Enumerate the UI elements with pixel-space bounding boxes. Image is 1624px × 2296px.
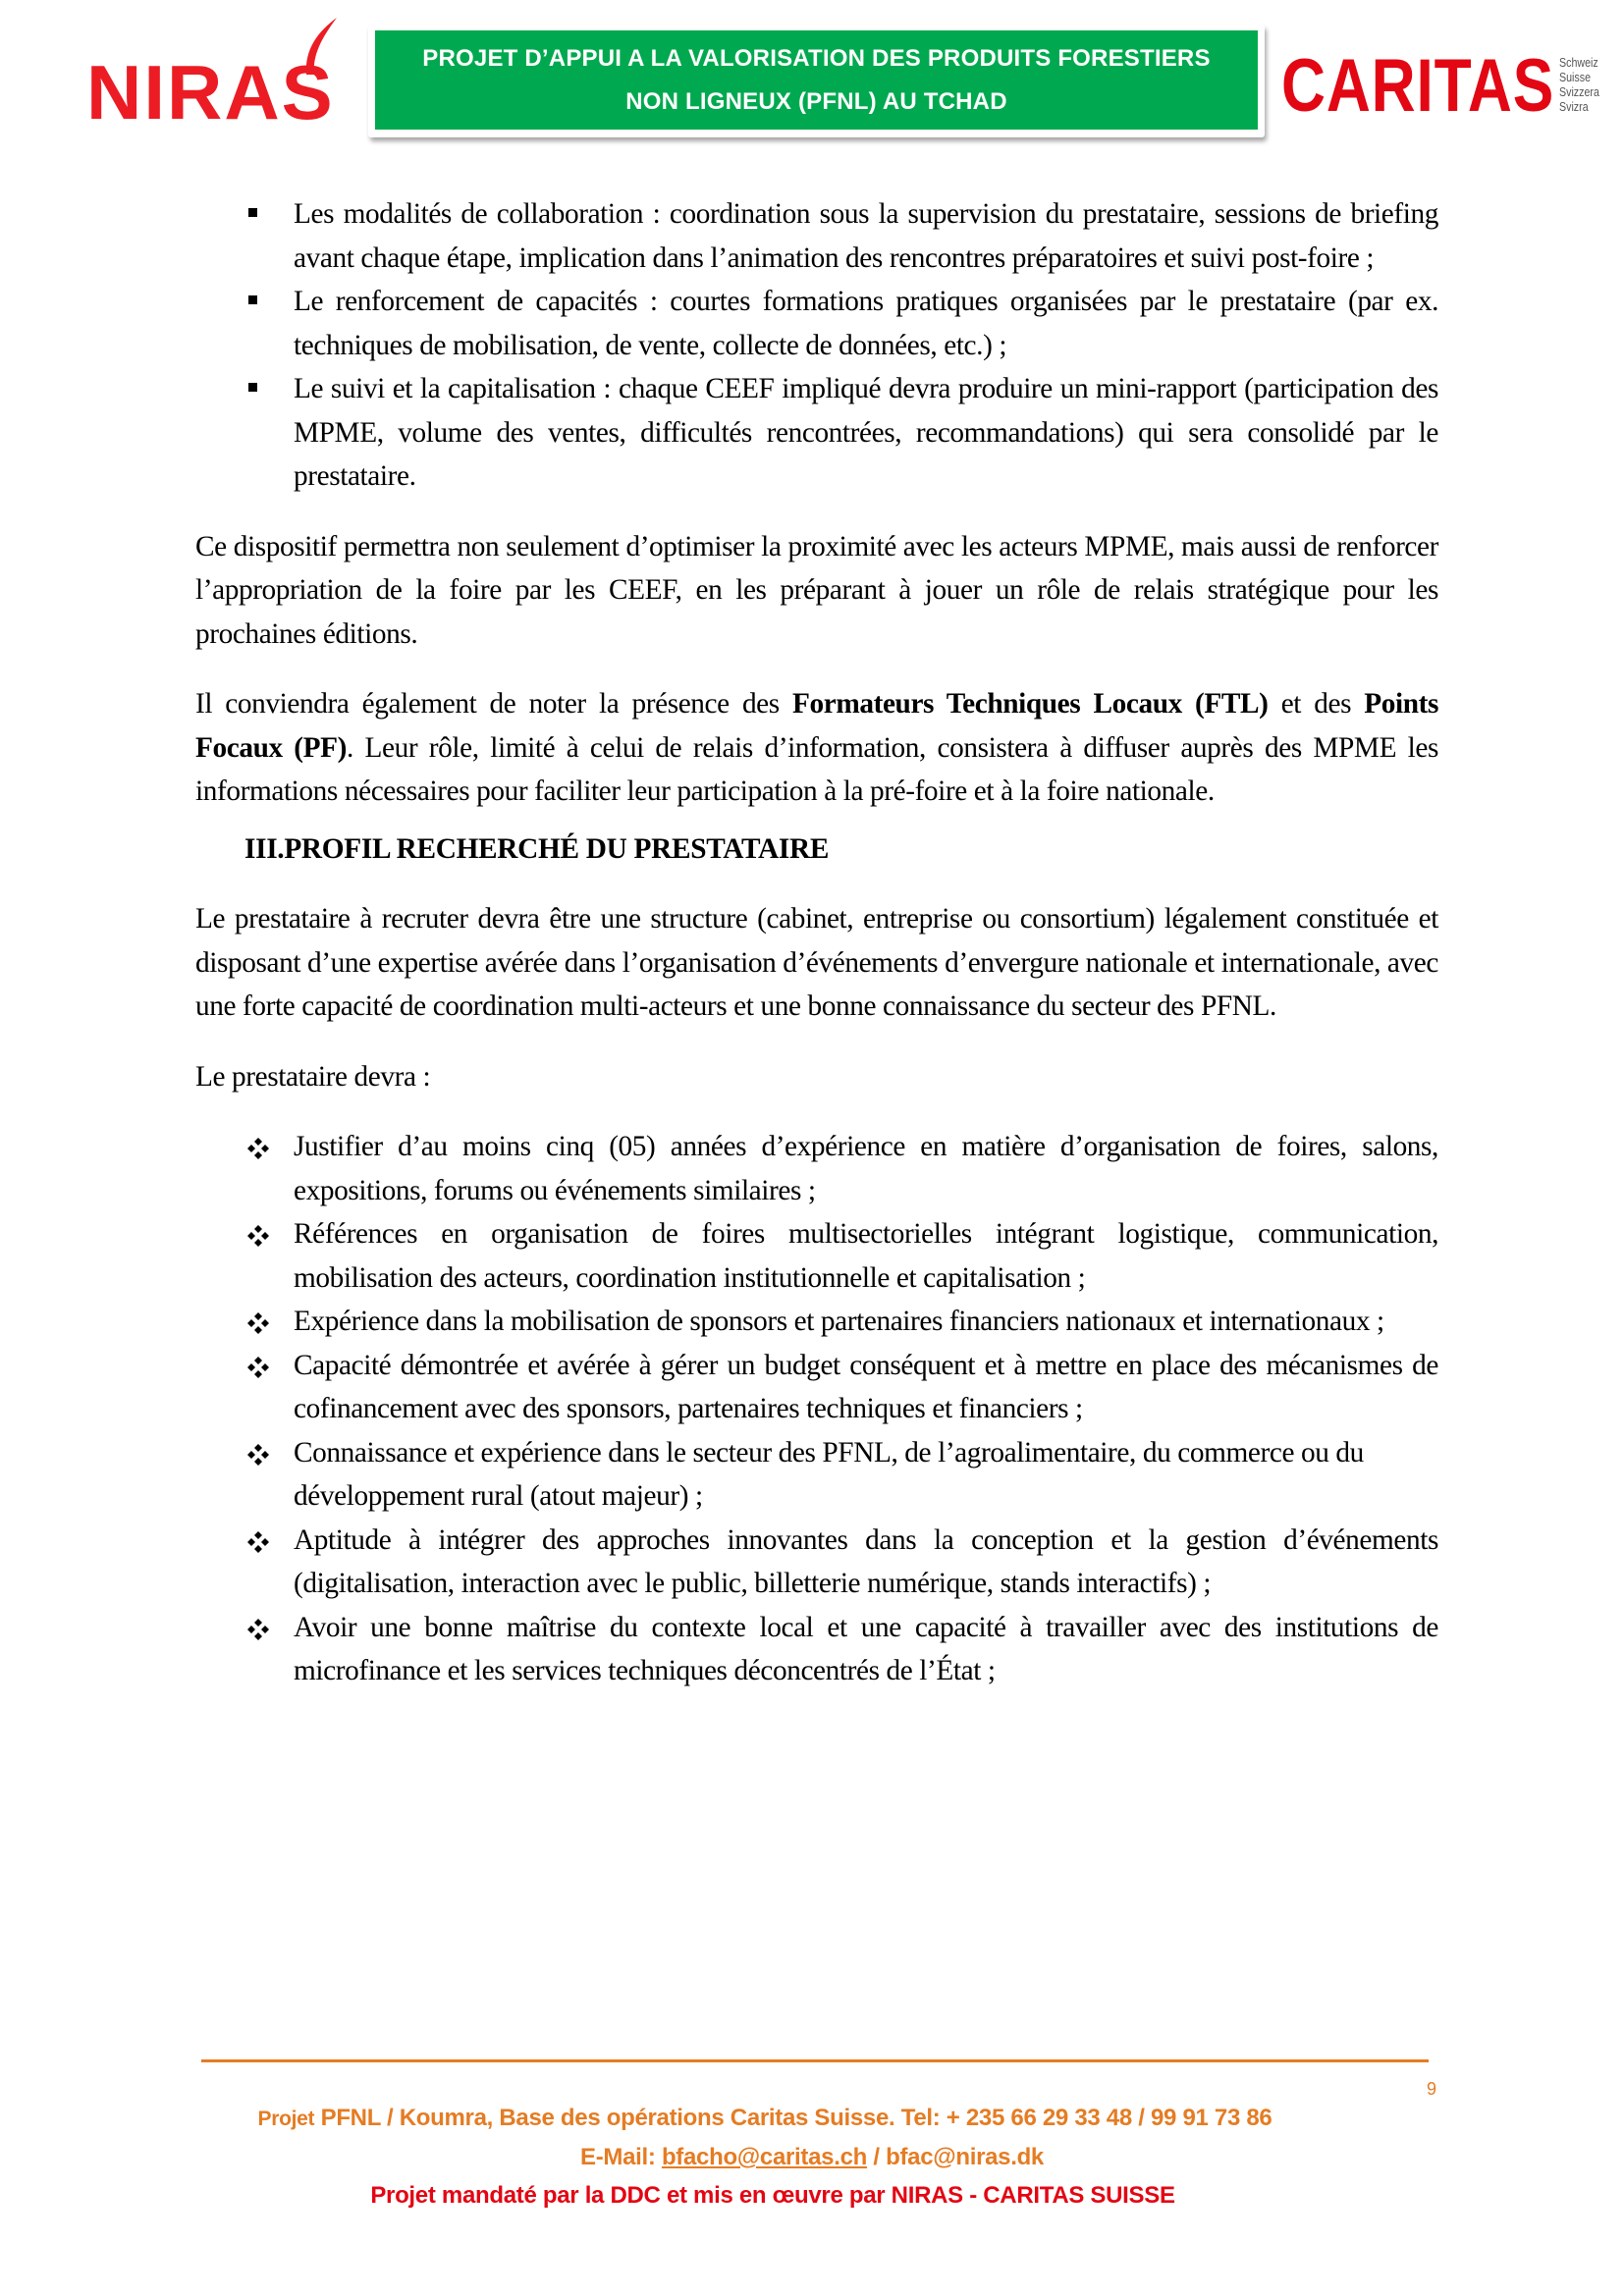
- footer-text: /: [866, 2144, 887, 2170]
- footer-email-line: [0, 2143, 1624, 2172]
- four-diamond-bullet-icon: [246, 1519, 266, 1562]
- square-bullet-icon: [246, 367, 266, 410]
- list-item: [195, 1212, 1438, 1300]
- project-title-line-2: NON LIGNEUX (PFNL) AU TCHAD: [625, 87, 1007, 115]
- section-heading: III.PROFIL RECHERCHÉ DU PRESTATAIRE: [244, 832, 830, 865]
- four-diamond-bullet-icon: [246, 1125, 266, 1168]
- footer-text: PFNL / Koumra, Base des opérations Caritas Suisse. Tel: + 235 66 29 33 48 / 99 91 73 86: [314, 2105, 1272, 2131]
- square-bullet-list: [195, 192, 1438, 499]
- list-item: [195, 1606, 1438, 1693]
- list-item-text: Capacité démontrée et avérée à gérer un budget conséquent et à mettre en place des mécanismes de cofinancement avec des sponsors, partenaires techniques et financiers ;: [294, 1349, 1438, 1424]
- list-item: [195, 367, 1438, 499]
- document-body: [195, 192, 1438, 1693]
- footer-text: Projet: [257, 2108, 315, 2130]
- caritas-language: Schweiz: [1559, 55, 1598, 70]
- caritas-languages: [1559, 55, 1599, 114]
- four-diamond-bullet-icon: [246, 1212, 266, 1255]
- four-diamond-bullet-icon: [246, 1344, 266, 1387]
- caritas-wordmark: CARITAS: [1281, 44, 1555, 128]
- list-item-text: Avoir une bonne maîtrise du contexte local et une capacité à travailler avec des institutions de microfinance et les services techniques déconcentrés de l’État ;: [294, 1611, 1438, 1686]
- paragraph-text: . Leur rôle, limité à celui de relais d’information, consistera à diffuser auprès des MPME les informations nécessaires pour faciliter leur participation à la pré-foire et à la foire nationale.: [195, 731, 1438, 807]
- project-title-line-1: PROJET D’APPUI A LA VALORISATION DES PRODUITS FORESTIERS: [422, 44, 1211, 72]
- bold-term-ftl: Formateurs Techniques Locaux (FTL): [791, 688, 1269, 720]
- paragraph-text: et des: [1268, 688, 1365, 720]
- paragraph-structure: Le prestataire à recruter devra être une structure (cabinet, entreprise ou consortium) légalement constituée et disposant d’une expertise avérée dans l’organisation d’événements d’envergure nationale et internationale, avec une forte capacité de coordination multi-acteurs et une bonne connaissance du secteur des PFNL.: [195, 903, 1438, 1022]
- list-item: [195, 280, 1438, 367]
- email-link-caritas[interactable]: bfacho@caritas.ch: [661, 2144, 867, 2170]
- list-item-text: Références en organisation de foires multisectorielles intégrant logistique, communication, mobilisation des acteurs, coordination institutionnelle et capitalisation ;: [294, 1218, 1438, 1294]
- square-bullet-icon: [246, 280, 266, 323]
- diamond-bullet-list: [195, 1125, 1438, 1693]
- list-item: [195, 1431, 1438, 1519]
- square-bullet-icon: [246, 192, 266, 236]
- niras-wordmark: NIRAS: [86, 49, 335, 135]
- list-item-text: Connaissance et expérience dans le secteur des PFNL, de l’agroalimentaire, du commerce ou du développement rural (atout majeur) ;: [294, 1436, 1364, 1512]
- list-item-text: Expérience dans la mobilisation de sponsors et partenaires financiers nationaux et internationaux ;: [294, 1306, 1384, 1337]
- caritas-language: Svizzera: [1559, 84, 1599, 99]
- four-diamond-bullet-icon: [246, 1606, 266, 1649]
- footer-divider: [201, 2059, 1429, 2062]
- four-diamond-bullet-icon: [246, 1300, 266, 1343]
- list-item: [195, 1344, 1438, 1431]
- list-item-text: Le renforcement de capacités : courtes formations pratiques organisées par le prestataire (par ex. techniques de mobilisation, de vente, collecte de données, etc.) ;: [294, 286, 1438, 361]
- caritas-logo: [1281, 44, 1615, 128]
- project-title-banner: [368, 25, 1265, 137]
- email-niras: bfac@niras.dk: [886, 2144, 1044, 2170]
- four-diamond-bullet-icon: [246, 1431, 266, 1474]
- paragraph-text: Il conviendra également de noter la présence des: [195, 688, 792, 720]
- caritas-language: Suisse: [1559, 70, 1592, 84]
- list-item: [195, 1125, 1438, 1212]
- list-item: [195, 192, 1438, 280]
- page-header: [0, 0, 1624, 177]
- list-item-text: Les modalités de collaboration : coordination sous la supervision du prestataire, sessions de briefing avant chaque étape, implication dans l’animation des rencontres préparatoires et suivi post-foire ;: [294, 198, 1438, 274]
- paragraph-ftl-pf: [195, 682, 1438, 814]
- list-item-text: Le suivi et la capitalisation : chaque CEEF impliqué devra produire un mini-rapport (participation des MPME, volume des ventes, difficultés rencontrées, recommandations) qui sera consolidé par le prestataire.: [294, 373, 1438, 492]
- paragraph-intro-list: Le prestataire devra :: [195, 1060, 431, 1093]
- caritas-language: Svizra: [1559, 99, 1589, 114]
- paragraph-dispositif: Ce dispositif permettra non seulement d’optimiser la proximité avec les acteurs MPME, mais aussi de renforcer l’appropriation de la foire par les CEEF, en les préparant à jouer un rôle de relais stratégique pour les prochaines éditions.: [195, 530, 1438, 650]
- footer-email-label: E-Mail:: [580, 2144, 662, 2170]
- niras-logo: [86, 10, 347, 135]
- list-item-text: Aptitude à intégrer des approches innovantes dans la conception et la gestion d’événements (digitalisation, interaction avec le public, billetterie numérique, stands interactifs) ;: [294, 1523, 1438, 1599]
- list-item: [195, 1519, 1438, 1606]
- list-item: [195, 1300, 1438, 1344]
- list-item-text: Justifier d’au moins cinq (05) années d’expérience en matière d’organisation de foires, salons, expositions, forums ou événements similaires ;: [294, 1131, 1438, 1206]
- footer-contact-line: [0, 2104, 1577, 2134]
- page-number: 9: [1427, 2079, 1437, 2099]
- footer-mandate-line: Projet mandaté par la DDC et mis en œuvre par NIRAS - CARITAS SUISSE: [370, 2182, 1175, 2209]
- bold-term-pf: Points Focaux (PF): [195, 688, 1439, 764]
